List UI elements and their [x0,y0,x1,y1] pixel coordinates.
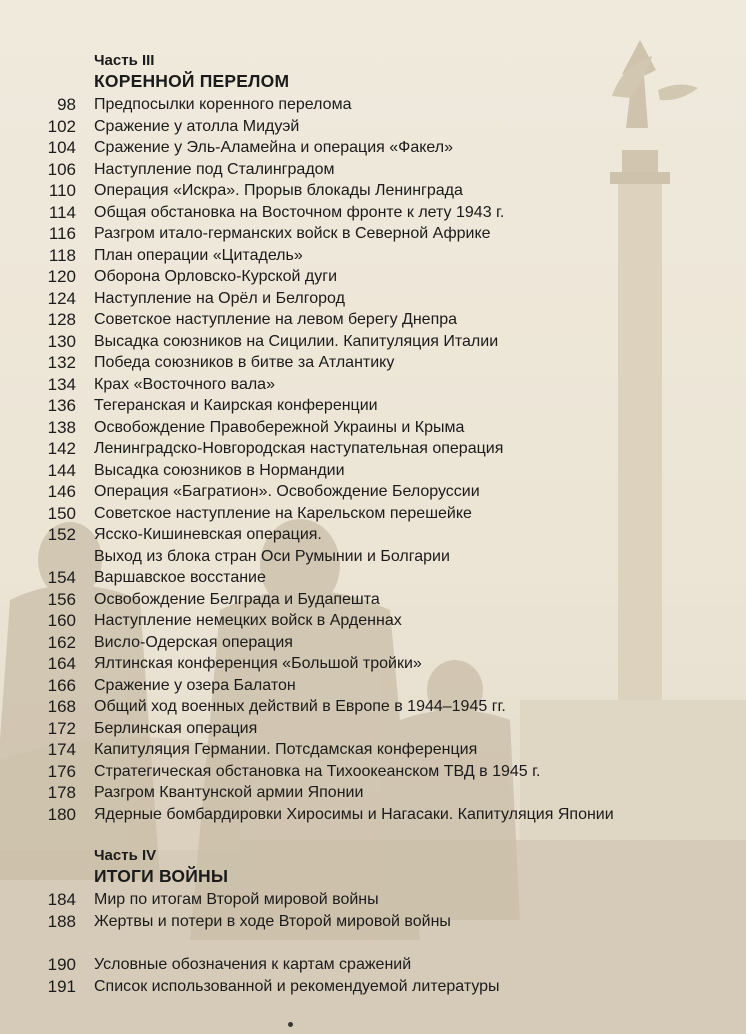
toc-entry[interactable] [0,224,746,246]
toc-entry-title: Список использованной и рекомендуемой литературы [94,977,500,995]
toc-entry-title: Оборона Орловско-Курской дуги [94,268,338,285]
toc-page-number: 128 [47,310,76,329]
toc-entry-title: Наступление под Сталинградом [94,160,335,178]
toc-entry-title: Выход из блока стран Оси Румынии и Болгарии [94,547,450,565]
toc-entry[interactable] [0,697,746,719]
toc-page-number: 114 [48,202,76,222]
toc-entry-title: Освобождение Белграда и Будапешта [94,590,380,608]
toc-entry[interactable] [0,482,746,504]
toc-entry[interactable] [0,654,746,676]
toc-entry[interactable] [0,353,746,375]
page-marker-dot [288,1022,293,1027]
toc-entry-title: План операции «Цитадель» [94,246,303,264]
toc-entry-title: Висло-Одерская операция [94,633,293,651]
toc-entry[interactable] [0,590,746,612]
toc-page-number: 144 [47,460,76,480]
toc-entry[interactable] [0,568,746,590]
part-3-contents [0,95,746,826]
toc-page-number: 174 [47,740,76,759]
toc-entry-title: Мир по итогам Второй мировой войны [94,891,379,908]
toc-page-number: 168 [47,697,76,716]
toc-entry-title: Берлинская операция [94,719,258,737]
toc-page-number: 138 [47,417,76,437]
toc-entry-title: Ядерные бомбардировки Хиросимы и Нагасаки. Капитуляция Японии [94,805,614,823]
toc-entry-title: Сражение у озера Балатон [94,676,296,694]
toc-entry[interactable] [0,332,746,354]
toc-page-number: 106 [47,159,76,179]
toc-entry[interactable] [0,912,746,934]
toc-page-number: 164 [47,654,76,673]
toc-entry[interactable] [0,525,746,547]
toc-entry-title: Разгром итало-германских войск в Северной Африке [94,225,491,242]
toc-entry[interactable] [0,160,746,182]
appendix-contents [0,955,746,998]
toc-page-number: 102 [47,116,76,136]
toc-page-number: 146 [47,482,76,501]
toc-page-number: 98 [57,95,76,114]
toc-entry-title: Освобождение Правобережной Украины и Крыма [94,418,465,436]
toc-entry[interactable] [0,805,746,827]
toc-entry[interactable] [0,310,746,332]
part-3-title: КОРЕННОЙ ПЕРЕЛОМ [94,71,290,91]
toc-entry[interactable] [0,504,746,526]
toc-entry[interactable] [0,783,746,805]
toc-page-number: 152 [47,525,76,544]
toc-entry[interactable] [0,117,746,139]
toc-entry-title: Высадка союзников в Нормандии [94,461,345,479]
toc-page-number: 191 [47,976,76,996]
toc-entry[interactable] [0,977,746,999]
toc-entry-title: Жертвы и потери в ходе Второй мировой войны [94,912,451,930]
part-4-title: ИТОГИ ВОЙНЫ [94,866,229,886]
toc-page-number: 124 [47,288,76,308]
toc-entry[interactable] [0,547,746,569]
toc-page-number: 180 [47,804,76,824]
toc-page-number: 104 [47,138,76,157]
toc-entry[interactable] [0,95,746,117]
toc-page-number: 142 [47,439,76,458]
toc-entry[interactable] [0,890,746,912]
toc-entry[interactable] [0,611,746,633]
toc-page-number: 154 [47,568,76,587]
toc-entry[interactable] [0,740,746,762]
toc-entry-title: Ялтинская конференция «Большой тройки» [94,655,422,672]
toc-entry-title: Разгром Квантунской армии Японии [94,784,364,801]
toc-page-number: 166 [47,675,76,695]
toc-page-number: 176 [47,761,76,781]
toc-entry[interactable] [0,719,746,741]
toc-entry[interactable] [0,633,746,655]
toc-entry-title: Советское наступление на Карельском перешейке [94,504,472,522]
toc-page-number: 178 [47,783,76,802]
toc-page-number: 150 [47,503,76,523]
toc-entry-title: Крах «Восточного вала» [94,375,275,393]
toc-entry-title: Ленинградско-Новгородская наступательная операция [94,440,504,457]
toc-entry[interactable] [0,246,746,268]
toc-entry-title: Условные обозначения к картам сражений [94,956,412,973]
toc-entry[interactable] [0,418,746,440]
toc-entry-title: Наступление на Орёл и Белгород [94,289,345,307]
toc-entry-title: Операция «Искра». Прорыв блокады Ленинграда [94,182,463,199]
toc-entry[interactable] [0,955,746,977]
toc-entry[interactable] [0,203,746,225]
toc-entry-title: Предпосылки коренного перелома [94,96,352,113]
toc-entry[interactable] [0,138,746,160]
part-3-label: Часть III [94,52,155,69]
toc-entry-title: Наступление немецких войск в Арденнах [94,612,402,629]
toc-page-number: 110 [48,181,76,200]
part-4-contents [0,890,746,933]
toc-page-number: 162 [47,632,76,652]
toc-page-number: 160 [47,611,76,630]
toc-entry-title: Варшавское восстание [94,569,266,586]
toc-entry-title: Общая обстановка на Восточном фронте к лету 1943 г. [94,203,505,221]
toc-entry[interactable] [0,676,746,698]
toc-page-number: 184 [47,890,76,909]
toc-page-number: 190 [47,955,76,974]
toc-page-number: 134 [47,374,76,394]
toc-entry-title: Тегеранская и Каирская конференции [94,397,378,414]
toc-entry-title: Общий ход военных действий в Европе в 1944–1945 гг. [94,698,506,715]
toc-entry[interactable] [0,267,746,289]
toc-entry[interactable] [0,396,746,418]
toc-page-number: 172 [47,718,76,738]
toc-entry-title: Капитуляция Германии. Потсдамская конференция [94,741,478,758]
toc-entry[interactable] [0,375,746,397]
toc-entry[interactable] [0,439,746,461]
toc-page-number: 188 [47,911,76,931]
toc-entry[interactable] [0,289,746,311]
toc-entry[interactable] [0,762,746,784]
toc-page-number: 156 [47,589,76,609]
toc-page-number: 120 [47,267,76,286]
toc-entry-title: Сражение у атолла Мидуэй [94,117,300,135]
toc-page-number: 132 [47,353,76,372]
toc-entry-title: Операция «Багратион». Освобождение Белоруссии [94,483,480,500]
toc-page-number: 130 [47,331,76,351]
toc-entry-title: Высадка союзников на Сицилии. Капитуляция Италии [94,332,499,350]
part-4-label: Часть IV [94,847,157,864]
toc-page-number: 118 [48,245,76,265]
toc-entry[interactable] [0,461,746,483]
toc-entry-title: Сражение у Эль-Аламейна и операция «Факел» [94,139,453,156]
toc-entry[interactable] [0,181,746,203]
toc-entry-title: Стратегическая обстановка на Тихоокеанском ТВД в 1945 г. [94,762,541,780]
toc-page-number: 116 [48,224,76,243]
toc-page-number: 136 [47,396,76,415]
toc-entry-title: Победа союзников в битве за Атлантику [94,354,395,371]
toc-entry-title: Советское наступление на левом берегу Днепра [94,311,458,328]
toc-entry-title: Ясско-Кишиневская операция. [94,526,322,543]
